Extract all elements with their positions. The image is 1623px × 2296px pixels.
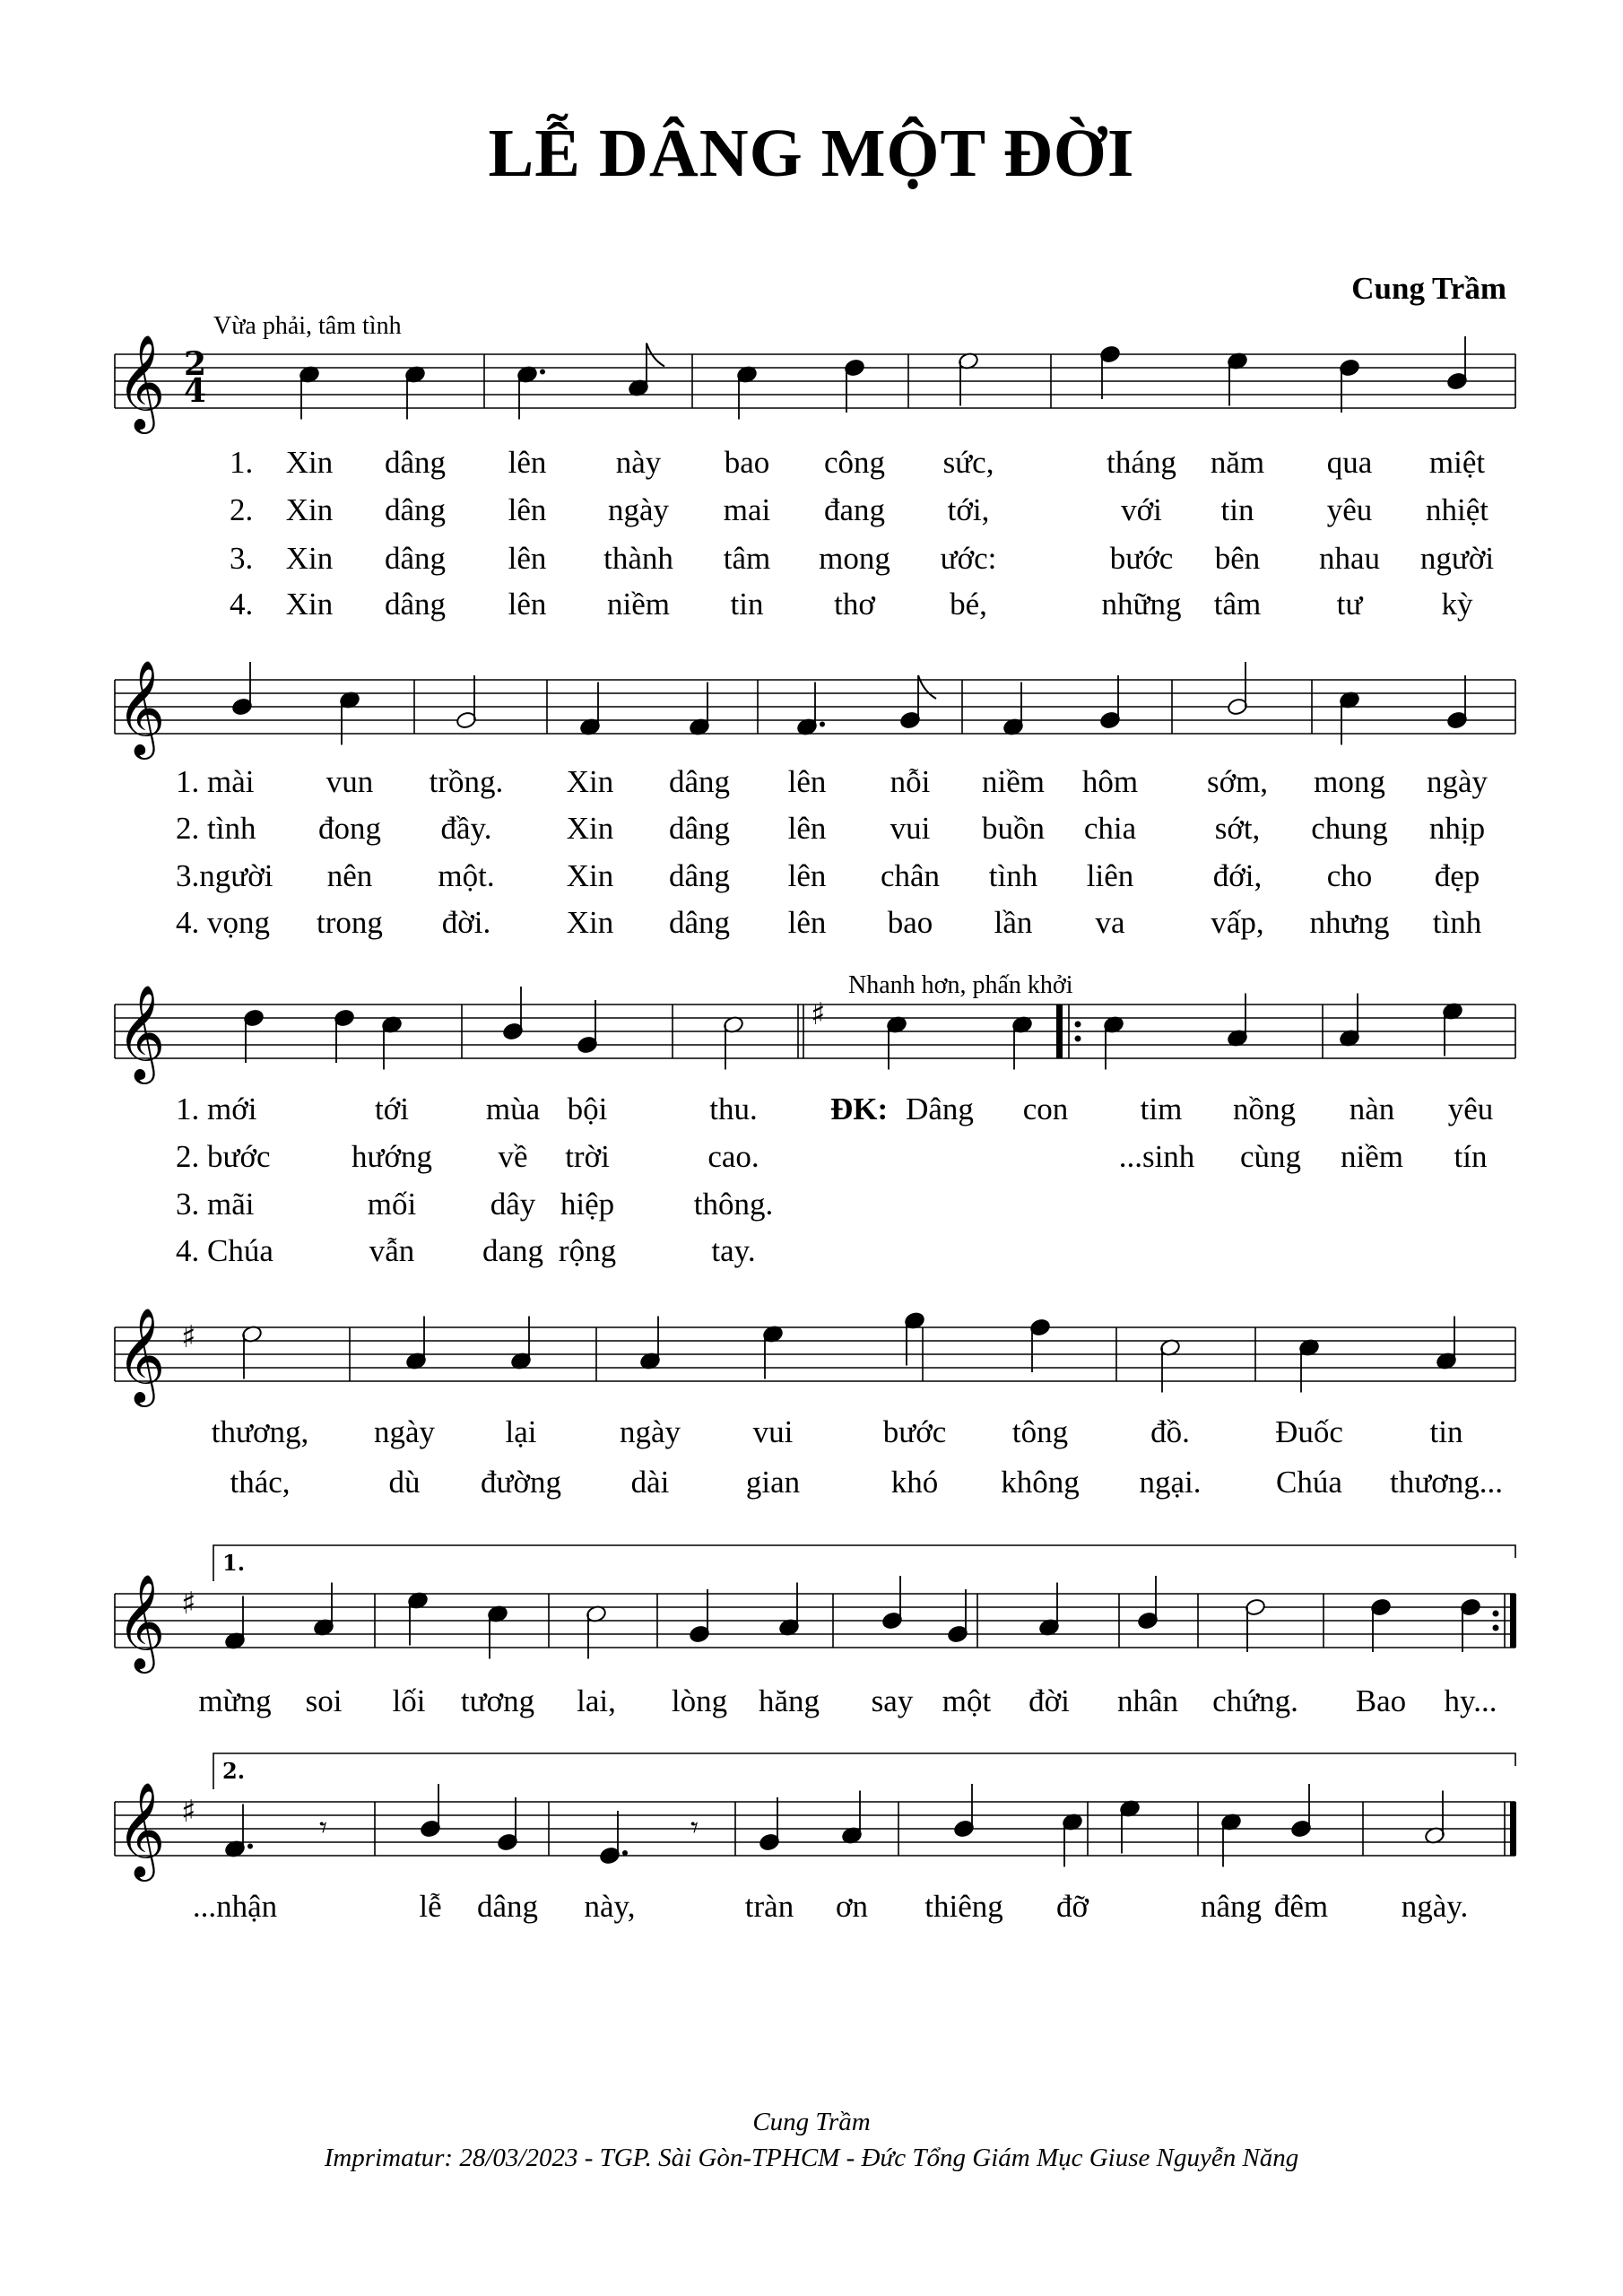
lyric-syllable: vẫn: [369, 1233, 415, 1268]
lyric-syllable: năm: [1210, 445, 1265, 480]
lyric-syllable: bội: [567, 1091, 608, 1126]
lyric-syllable: Xin: [566, 764, 614, 799]
lyric-syllable: ước:: [940, 541, 997, 576]
lyric-syllable: tâm: [723, 541, 771, 576]
lyric-syllable: dài: [630, 1465, 670, 1500]
lyric-syllable: dâng: [384, 541, 447, 576]
lyric-syllable: dâng: [668, 858, 731, 893]
lyric-syllable: lần: [994, 905, 1033, 940]
lyric-syllable: chia: [1083, 811, 1137, 846]
lyric-syllable: buồn: [982, 811, 1045, 846]
lyric-syllable: cao.: [707, 1139, 759, 1174]
lyric-syllable: kỳ: [1441, 587, 1473, 622]
lyric-syllable: lên: [787, 905, 827, 940]
lyric-syllable: đời.: [441, 905, 491, 940]
repeat-end-thick-line: [1510, 1594, 1516, 1648]
lyric-syllable: mong: [819, 541, 890, 576]
treble-clef-icon: 𝄞: [117, 1781, 166, 1877]
lyric-syllable: thác,: [230, 1465, 291, 1500]
lyric-syllable: nhau: [1318, 541, 1381, 576]
lyric-syllable: bước: [1109, 541, 1174, 576]
lyric-syllable: soi: [305, 1683, 343, 1718]
volta-bracket: [213, 1545, 1515, 1581]
refrain-label: ĐK:: [830, 1091, 889, 1126]
lyric-syllable: lên: [508, 587, 547, 622]
treble-clef-icon: 𝄞: [117, 984, 166, 1080]
lyric-syllable: trồng.: [429, 764, 504, 799]
lyric-syllable: Xin: [285, 587, 334, 622]
lyric-syllable: lên: [787, 764, 827, 799]
refrain-syllable: ...sinh: [1118, 1139, 1195, 1174]
note-dot: [540, 370, 545, 375]
lyric-syllable: vun: [325, 764, 374, 799]
lyric-syllable: dâng: [476, 1889, 539, 1924]
lyric-syllable: không: [1001, 1465, 1080, 1500]
composer-name: Cung Trầm: [1351, 271, 1506, 306]
lyric-syllable: tháng: [1107, 445, 1176, 480]
lyric-syllable: 2. bước: [176, 1139, 271, 1174]
lyric-syllable: ngày: [607, 492, 670, 527]
lyric-syllable: ngại.: [1139, 1465, 1202, 1500]
lyric-syllable: hướng: [352, 1139, 432, 1174]
lyric-syllable: ơn: [835, 1889, 869, 1924]
key-change-sharp-icon: ♯: [811, 996, 826, 1032]
lyric-syllable: vui: [752, 1414, 794, 1449]
lyric-syllable: tương: [460, 1683, 535, 1718]
lyric-syllable: đỡ: [1055, 1889, 1089, 1924]
footer-author: Cung Trầm: [752, 2108, 871, 2136]
lyric-syllable: dâng: [668, 764, 731, 799]
lyric-syllable: bao: [724, 445, 770, 480]
lyric-syllable: một.: [438, 858, 495, 893]
lyric-syllable: dù: [388, 1465, 421, 1500]
refrain-syllable: tim: [1140, 1091, 1183, 1126]
lyric-syllable: khó: [890, 1465, 939, 1500]
lyric-syllable: tình: [988, 858, 1038, 893]
lyric-syllable: tư: [1336, 587, 1363, 622]
eighth-rest-icon: 𝄾: [319, 1810, 328, 1846]
lyric-syllable: tin: [1429, 1414, 1463, 1449]
lyric-syllable: đới,: [1212, 858, 1263, 893]
lyric-syllable: dâng: [668, 905, 731, 940]
lyric-syllable: bước: [882, 1414, 947, 1449]
lyric-syllable: người: [1419, 541, 1495, 576]
lyric-syllable: sớt,: [1214, 811, 1261, 846]
lyric-syllable: ngày: [1426, 764, 1488, 799]
lyric-syllable: nhịp: [1428, 811, 1486, 846]
lyric-syllable: tông: [1011, 1414, 1069, 1449]
lyric-syllable: thơ: [834, 587, 875, 622]
lyric-syllable: 4. vọng: [176, 905, 270, 940]
lyric-syllable: va: [1095, 905, 1125, 940]
tempo-marking-1: Vừa phải, tâm tình: [213, 312, 402, 340]
lyric-syllable: nâng: [1200, 1889, 1263, 1924]
lyric-syllable: hăng: [758, 1683, 820, 1718]
repeat-dot: [1493, 1611, 1499, 1617]
refrain-syllable: con: [1022, 1091, 1069, 1126]
key-signature-sharp-icon: ♯: [181, 1586, 196, 1622]
lyric-syllable: 4. Chúa: [176, 1233, 273, 1268]
refrain-syllable: yêu: [1447, 1091, 1494, 1126]
lyric-syllable: bao: [887, 905, 933, 940]
lyric-syllable: lai,: [577, 1683, 616, 1718]
lyric-syllable: lễ: [419, 1889, 442, 1924]
volta-label: 1.: [222, 1550, 246, 1576]
treble-clef-icon: 𝄞: [117, 1307, 166, 1403]
lyric-syllable: niềm: [607, 587, 670, 622]
lyric-syllable: chứng.: [1212, 1683, 1298, 1718]
lyric-syllable: mùa: [485, 1091, 541, 1126]
final-thick-line: [1510, 1802, 1516, 1856]
lyric-syllable: Xin: [566, 905, 614, 940]
lyric-syllable: tay.: [711, 1233, 756, 1268]
note-dot: [622, 1850, 628, 1856]
treble-clef-icon: 𝄞: [117, 659, 166, 755]
lyric-syllable: đồ.: [1150, 1414, 1190, 1449]
lyric-syllable: lên: [787, 858, 827, 893]
lyric-syllable: thông.: [693, 1187, 774, 1222]
lyric-syllable: hy...: [1444, 1683, 1497, 1718]
lyric-syllable: miệt: [1428, 445, 1486, 480]
verse-number: 4.: [230, 587, 254, 622]
lyric-syllable: 3.người: [176, 858, 273, 893]
lyric-syllable: Xin: [566, 811, 614, 846]
lyric-syllable: thương,: [211, 1414, 309, 1449]
lyric-syllable: nhưng: [1309, 905, 1390, 940]
eighth-rest-icon: 𝄾: [690, 1810, 699, 1846]
lyric-syllable: trời: [565, 1139, 610, 1174]
lyric-syllable: vấp,: [1211, 905, 1264, 940]
lyric-syllable: này: [615, 445, 662, 480]
lyric-syllable: dang: [482, 1233, 544, 1268]
lyric-syllable: lòng: [671, 1683, 728, 1718]
time-signature-top: 2: [184, 345, 207, 383]
lyric-syllable: lên: [787, 811, 827, 846]
lyric-syllable: tình: [1432, 905, 1482, 940]
lyric-syllable: Xin: [285, 541, 334, 576]
lyric-syllable: thu.: [709, 1091, 758, 1126]
lyric-syllable: đang: [823, 492, 886, 527]
lyric-syllable: nhiệt: [1426, 492, 1488, 527]
lyric-syllable: nhân: [1116, 1683, 1179, 1718]
refrain-syllable: niềm: [1341, 1139, 1403, 1174]
lyric-syllable: những: [1101, 587, 1182, 622]
lyric-syllable: sớm,: [1206, 764, 1269, 799]
lyric-syllable: lối: [392, 1683, 426, 1718]
lyric-syllable: nỗi: [890, 764, 931, 799]
lyric-syllable: hiệp: [560, 1187, 615, 1222]
note-dot: [247, 1844, 253, 1849]
verse-number: 2.: [230, 492, 254, 527]
lyric-syllable: ngày: [619, 1414, 681, 1449]
lyric-syllable: dâng: [384, 445, 447, 480]
lyric-syllable: đời: [1028, 1683, 1070, 1718]
lyric-syllable: vui: [890, 811, 931, 846]
treble-clef-icon: 𝄞: [117, 1573, 166, 1669]
song-title: LỄ DÂNG MỘT ĐỜI: [488, 116, 1135, 191]
lyric-syllable: dâng: [384, 492, 447, 527]
key-signature-sharp-icon: ♯: [181, 1794, 196, 1830]
lyric-syllable: lên: [508, 492, 547, 527]
repeat-start-thick-line: [1056, 1004, 1063, 1058]
lyric-syllable: mối: [367, 1187, 417, 1222]
lyric-syllable: tin: [730, 587, 764, 622]
lyric-syllable: tới,: [947, 492, 990, 527]
lyric-syllable: dây: [490, 1187, 536, 1222]
lyric-syllable: Chúa: [1276, 1465, 1342, 1500]
lyric-syllable: bên: [1214, 541, 1261, 576]
lyric-syllable: qua: [1326, 445, 1373, 480]
lyric-syllable: lên: [508, 541, 547, 576]
lyric-syllable: liên: [1086, 858, 1134, 893]
verse-number: 3.: [230, 541, 254, 576]
lyric-syllable: 3. mãi: [176, 1187, 255, 1222]
volta-bracket: [213, 1753, 1515, 1789]
lyric-syllable: Xin: [566, 858, 614, 893]
lyric-syllable: mừng: [198, 1683, 272, 1718]
note-dot: [820, 722, 825, 727]
refrain-syllable: tín: [1454, 1139, 1488, 1174]
lyric-syllable: đường: [481, 1465, 561, 1500]
refrain-syllable: nồng: [1233, 1091, 1296, 1126]
note-flag: [918, 675, 936, 699]
refrain-syllable: cùng: [1239, 1139, 1302, 1174]
lyric-syllable: cho: [1326, 858, 1373, 893]
treble-clef-icon: 𝄞: [117, 334, 166, 430]
lyric-syllable: ngày.: [1401, 1889, 1469, 1924]
lyric-syllable: một: [942, 1683, 992, 1718]
lyric-syllable: tới: [375, 1091, 409, 1126]
lyric-syllable: trong: [317, 905, 383, 940]
lyric-syllable: ngày: [373, 1414, 436, 1449]
lyric-syllable: nên: [326, 858, 373, 893]
lyric-syllable: gian: [745, 1465, 801, 1500]
repeat-dot: [1493, 1625, 1499, 1631]
key-signature-sharp-icon: ♯: [181, 1319, 196, 1355]
lyric-syllable: 1. mới: [176, 1091, 257, 1126]
lyric-syllable: 1. mài: [176, 764, 255, 799]
lyric-syllable: thiêng: [924, 1889, 1003, 1924]
verse-number: 1.: [230, 445, 254, 480]
lyric-syllable: hôm: [1081, 764, 1139, 799]
lyric-syllable: rộng: [558, 1233, 617, 1268]
footer-imprimatur: Imprimatur: 28/03/2023 - TGP. Sài Gòn-TPHCM - Đức Tổng Giám Mục Giuse Nguyễn Năng: [324, 2144, 1299, 2172]
lyric-syllable: Bao: [1355, 1683, 1407, 1718]
lyric-syllable: dâng: [668, 811, 731, 846]
lyric-syllable: về: [498, 1139, 528, 1174]
lyric-syllable: chung: [1311, 811, 1388, 846]
lyric-syllable: đầy.: [440, 811, 492, 846]
lyric-syllable: công: [823, 445, 886, 480]
lyric-syllable: Xin: [285, 445, 334, 480]
lyric-syllable: mong: [1314, 764, 1385, 799]
lyric-syllable: đẹp: [1434, 858, 1480, 893]
lyric-syllable: tâm: [1213, 587, 1262, 622]
lyric-syllable: đêm: [1273, 1889, 1329, 1924]
refrain-syllable: Dâng: [906, 1091, 974, 1126]
lyric-syllable: này,: [584, 1889, 636, 1924]
lyric-syllable: tràn: [744, 1889, 794, 1924]
time-signature-bottom: 4: [184, 372, 207, 410]
refrain-syllable: nàn: [1349, 1091, 1395, 1126]
tempo-marking-2: Nhanh hơn, phấn khởi: [848, 971, 1073, 999]
volta-label: 2.: [222, 1758, 246, 1784]
lyric-syllable: niềm: [982, 764, 1045, 799]
lyric-syllable: tin: [1220, 492, 1254, 527]
lyric-syllable: sức,: [942, 445, 994, 480]
lyric-syllable: chân: [880, 858, 941, 893]
lyric-syllable: lại: [505, 1414, 537, 1449]
lyric-syllable: 2. tình: [176, 811, 256, 846]
lyric-syllable: ...nhận: [192, 1889, 278, 1924]
repeat-dot: [1075, 1022, 1081, 1028]
lyric-syllable: yêu: [1326, 492, 1373, 527]
lyric-syllable: thương...: [1390, 1465, 1503, 1500]
lyric-syllable: Xin: [285, 492, 334, 527]
lyric-syllable: với: [1121, 492, 1162, 527]
repeat-dot: [1075, 1036, 1081, 1042]
lyric-syllable: Đuốc: [1275, 1414, 1343, 1449]
lyric-syllable: mai: [723, 492, 771, 527]
lyric-syllable: bé,: [950, 587, 987, 622]
lyric-syllable: thành: [603, 541, 673, 576]
lyric-syllable: say: [871, 1683, 914, 1718]
lyric-syllable: dâng: [384, 587, 447, 622]
lyric-syllable: đong: [318, 811, 381, 846]
lyric-syllable: lên: [508, 445, 547, 480]
